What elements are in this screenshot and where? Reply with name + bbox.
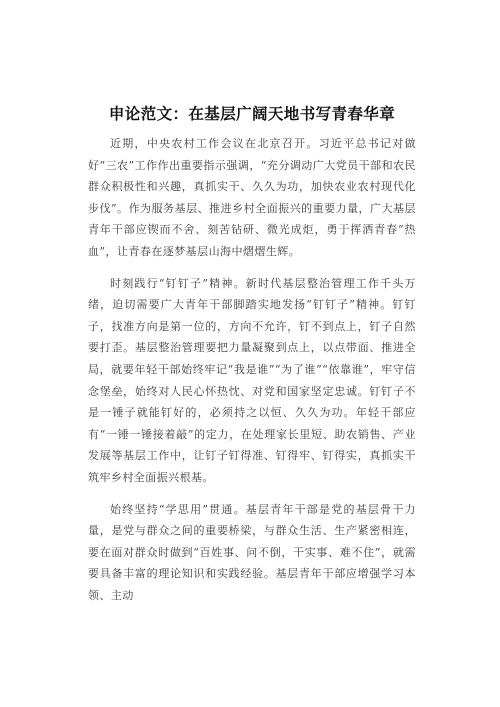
paragraph-1: 近期，中央农村工作会议在北京召开。习近平总书记对做好“三农”工作作出重要指示强调，“充分调动广大党员干部和农民群众积极性和兴趣，真抓实干、久久为功，加快农业农村现代化步伐”。作为服务基层、推进乡村全面振兴的重要力量，广大基层青年干部应锲而不舍、刻苦钻研、微光成炬，勇于挥洒青春“热血”，让青春在逐梦基层山海中熠熠生辉。: [88, 137, 416, 258]
paragraph-3: 始终坚持“学思用”贯通。基层青年干部是党的基层骨干力量，是党与群众之间的重要桥梁，与群众生活、生产紧密相连，要在面对群众时做到“百姓事、问不倒，干实事、难不住”，就需要具备丰富的理论知识和实践经验。基层青年干部应增强学习本领、主动: [88, 502, 416, 602]
paragraph-2: 时刻践行“钉钉子”精神。新时代基层整治管理工作千头万绪，迫切需要广大青年干部脚踏实地发扬“钉钉子”精神。钉钉子，找准方向是第一位的，方向不允许，钉不到点上，钉子自然要打歪。基层整治管理要把力量凝聚到点上，以点带面、推进全局，就要年轻干部始终牢记“我是谁”“为了谁”“依靠谁”，牢守信念堡垒，始终对人民心怀热忱、对党和国家坚定忠诚。钉钉子不是一锤子就能钉好的，必须持之以恒、久久为功。年轻干部应有“一锤一锤接着敲”的定力，在处理家长里短、助农销售、产业发展等基层工作中，让钉子钉得准、钉得牢、钉得实，真抓实干筑牢乡村全面振兴根基。: [88, 276, 416, 484]
document-title: 申论范文：在基层广阔天地书写青春华章: [108, 105, 396, 123]
